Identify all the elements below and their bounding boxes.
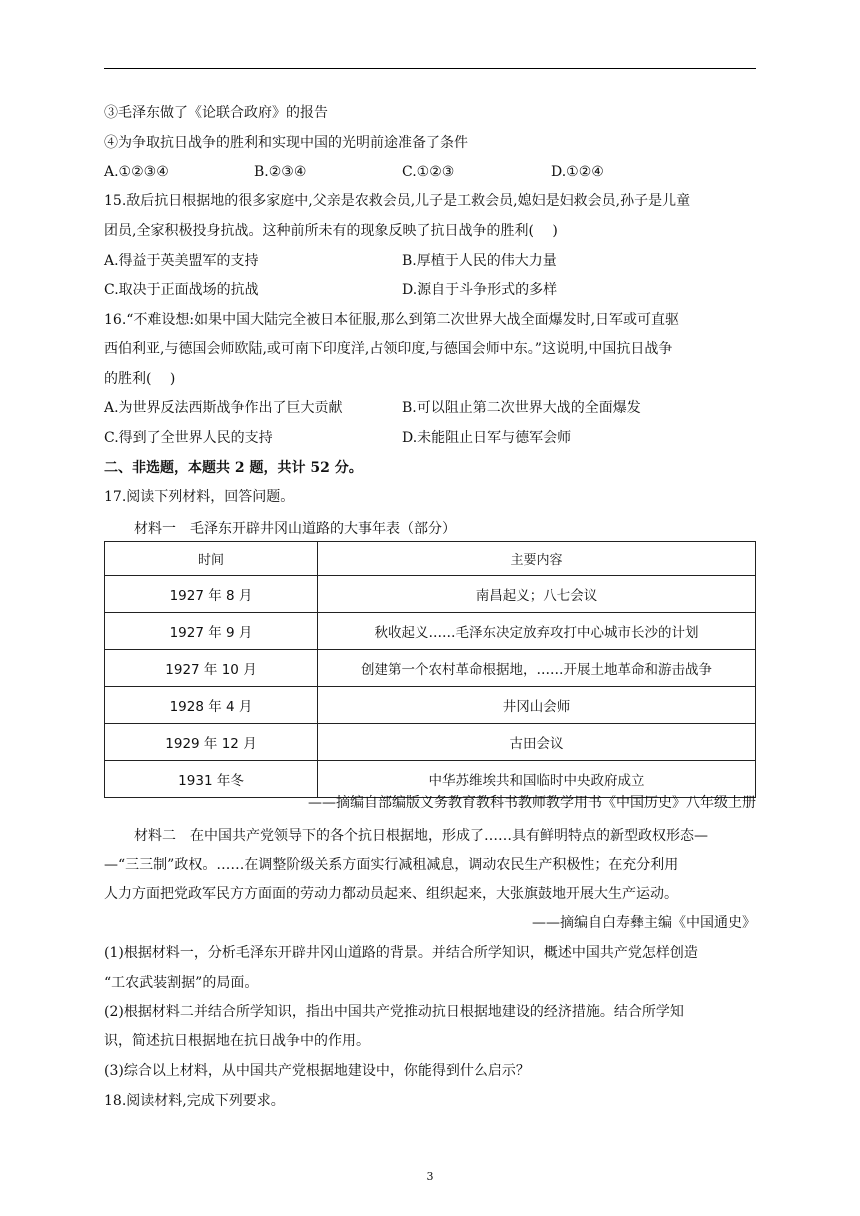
header-content: 主要内容 — [318, 542, 756, 576]
q16-option-b: B.可以阻止第二次世界大战的全面爆发 — [402, 400, 641, 416]
page-number: 3 — [426, 1170, 434, 1183]
q17-sub2-line1: (2)根据材料二并结合所学知识，指出中国共产党推动抗日根据地建设的经济措施。结合所学知 — [104, 1004, 684, 1020]
q18-intro: 18.阅读材料,完成下列要求。 — [104, 1093, 285, 1109]
q15-option-a: A.得益于英美盟军的支持 — [104, 253, 259, 269]
table-row — [105, 724, 756, 761]
row-content: 秋收起义……毛泽东决定放弃攻打中心城市长沙的计划 — [318, 613, 756, 650]
material2-source: ——摘编自白寿彝主编《中国通史》 — [532, 915, 756, 931]
q14-option-b: B.②③④ — [254, 164, 307, 180]
table-row — [105, 576, 756, 613]
material1-timeline-table — [104, 541, 756, 798]
material1-caption: 材料一 毛泽东开辟井冈山道路的大事年表（部分） — [134, 521, 456, 537]
row-time: 1927 年 9 月 — [105, 613, 318, 650]
material2-line3: 人力方面把党政军民方方面面的劳动力都动员起来、组织起来，大张旗鼓地开展大生产运动。 — [104, 886, 678, 902]
q15-option-b: B.厚植于人民的伟大力量 — [402, 253, 557, 269]
table-header-row — [105, 542, 756, 576]
q17-sub1-line1: (1)根据材料一，分析毛泽东开辟井冈山道路的背景。并结合所学知识，概述中国共产党怎样创造 — [104, 945, 698, 961]
material1-source: ——摘编自部编版义务教育教科书教师教学用书《中国历史》八年级上册 — [308, 795, 756, 811]
row-time: 1928 年 4 月 — [105, 687, 318, 724]
q17-sub2-line2: 识，简述抗日根据地在抗日战争中的作用。 — [104, 1033, 370, 1049]
row-time: 1931 年冬 — [105, 761, 318, 798]
table-row — [105, 613, 756, 650]
q15-option-d: D.源自于斗争形式的多样 — [402, 282, 558, 298]
q15-stem-line1: 15.敌后抗日根据地的很多家庭中,父亲是农救会员,儿子是工救会员,媳妇是妇救会员,孙子是儿童 — [104, 193, 691, 209]
row-time: 1927 年 8 月 — [105, 576, 318, 613]
material2-line2: —“三三制”政权。……在调整阶级关系方面实行减租减息，调动农民生产积极性；在充分利用 — [104, 857, 679, 873]
q16-option-d: D.未能阻止日军与德军会师 — [402, 430, 572, 446]
q14-item-3: ③毛泽东做了《论联合政府》的报告 — [104, 105, 328, 121]
table-row — [105, 761, 756, 798]
q15-stem-line2: 团员,全家积极投身抗战。这种前所未有的现象反映了抗日战争的胜利( ) — [104, 223, 558, 239]
q17-sub1-line2: “工农武装割据”的局面。 — [104, 975, 259, 991]
q16-stem-line1: 16.“不难设想:如果中国大陆完全被日本征服,那么到第二次世界大战全面爆发时,日军或可直驱 — [104, 312, 680, 328]
header-time: 时间 — [105, 542, 318, 576]
q16-stem-line3: 的胜利( ) — [104, 371, 176, 387]
q17-sub3: (3)综合以上材料，从中国共产党根据地建设中，你能得到什么启示？ — [104, 1063, 530, 1079]
q16-stem-line2: 西伯利亚,与德国会师欧陆,或可南下印度洋,占领印度,与德国会师中东。”这说明,中国抗日战争 — [104, 341, 673, 357]
row-content: 南昌起义；八七会议 — [318, 576, 756, 613]
table-row — [105, 687, 756, 724]
q16-option-c: C.得到了全世界人民的支持 — [104, 430, 273, 446]
row-content: 井冈山会师 — [318, 687, 756, 724]
row-content: 中华苏维埃共和国临时中央政府成立 — [318, 761, 756, 798]
q15-option-c: C.取决于正面战场的抗战 — [104, 282, 259, 298]
material2-line1: 材料二 在中国共产党领导下的各个抗日根据地，形成了……具有鲜明特点的新型政权形态— — [134, 828, 708, 844]
table-row — [105, 650, 756, 687]
q14-option-a: A.①②③④ — [104, 164, 169, 180]
q14-option-d: D.①②④ — [551, 164, 604, 180]
q17-intro: 17.阅读下列材料，回答问题。 — [104, 489, 295, 505]
section-2-heading: 二、非选题，本题共 2 题，共计 52 分。 — [104, 460, 363, 476]
q14-item-4: ④为争取抗日战争的胜利和实现中国的光明前途准备了条件 — [104, 135, 468, 151]
row-content: 古田会议 — [318, 724, 756, 761]
q16-option-a: A.为世界反法西斯战争作出了巨大贡献 — [104, 400, 343, 416]
row-content: 创建第一个农村革命根据地，……开展土地革命和游击战争 — [318, 650, 756, 687]
row-time: 1927 年 10 月 — [105, 650, 318, 687]
header-rule — [104, 68, 756, 69]
q14-option-c: C.①②③ — [402, 164, 455, 180]
row-time: 1929 年 12 月 — [105, 724, 318, 761]
